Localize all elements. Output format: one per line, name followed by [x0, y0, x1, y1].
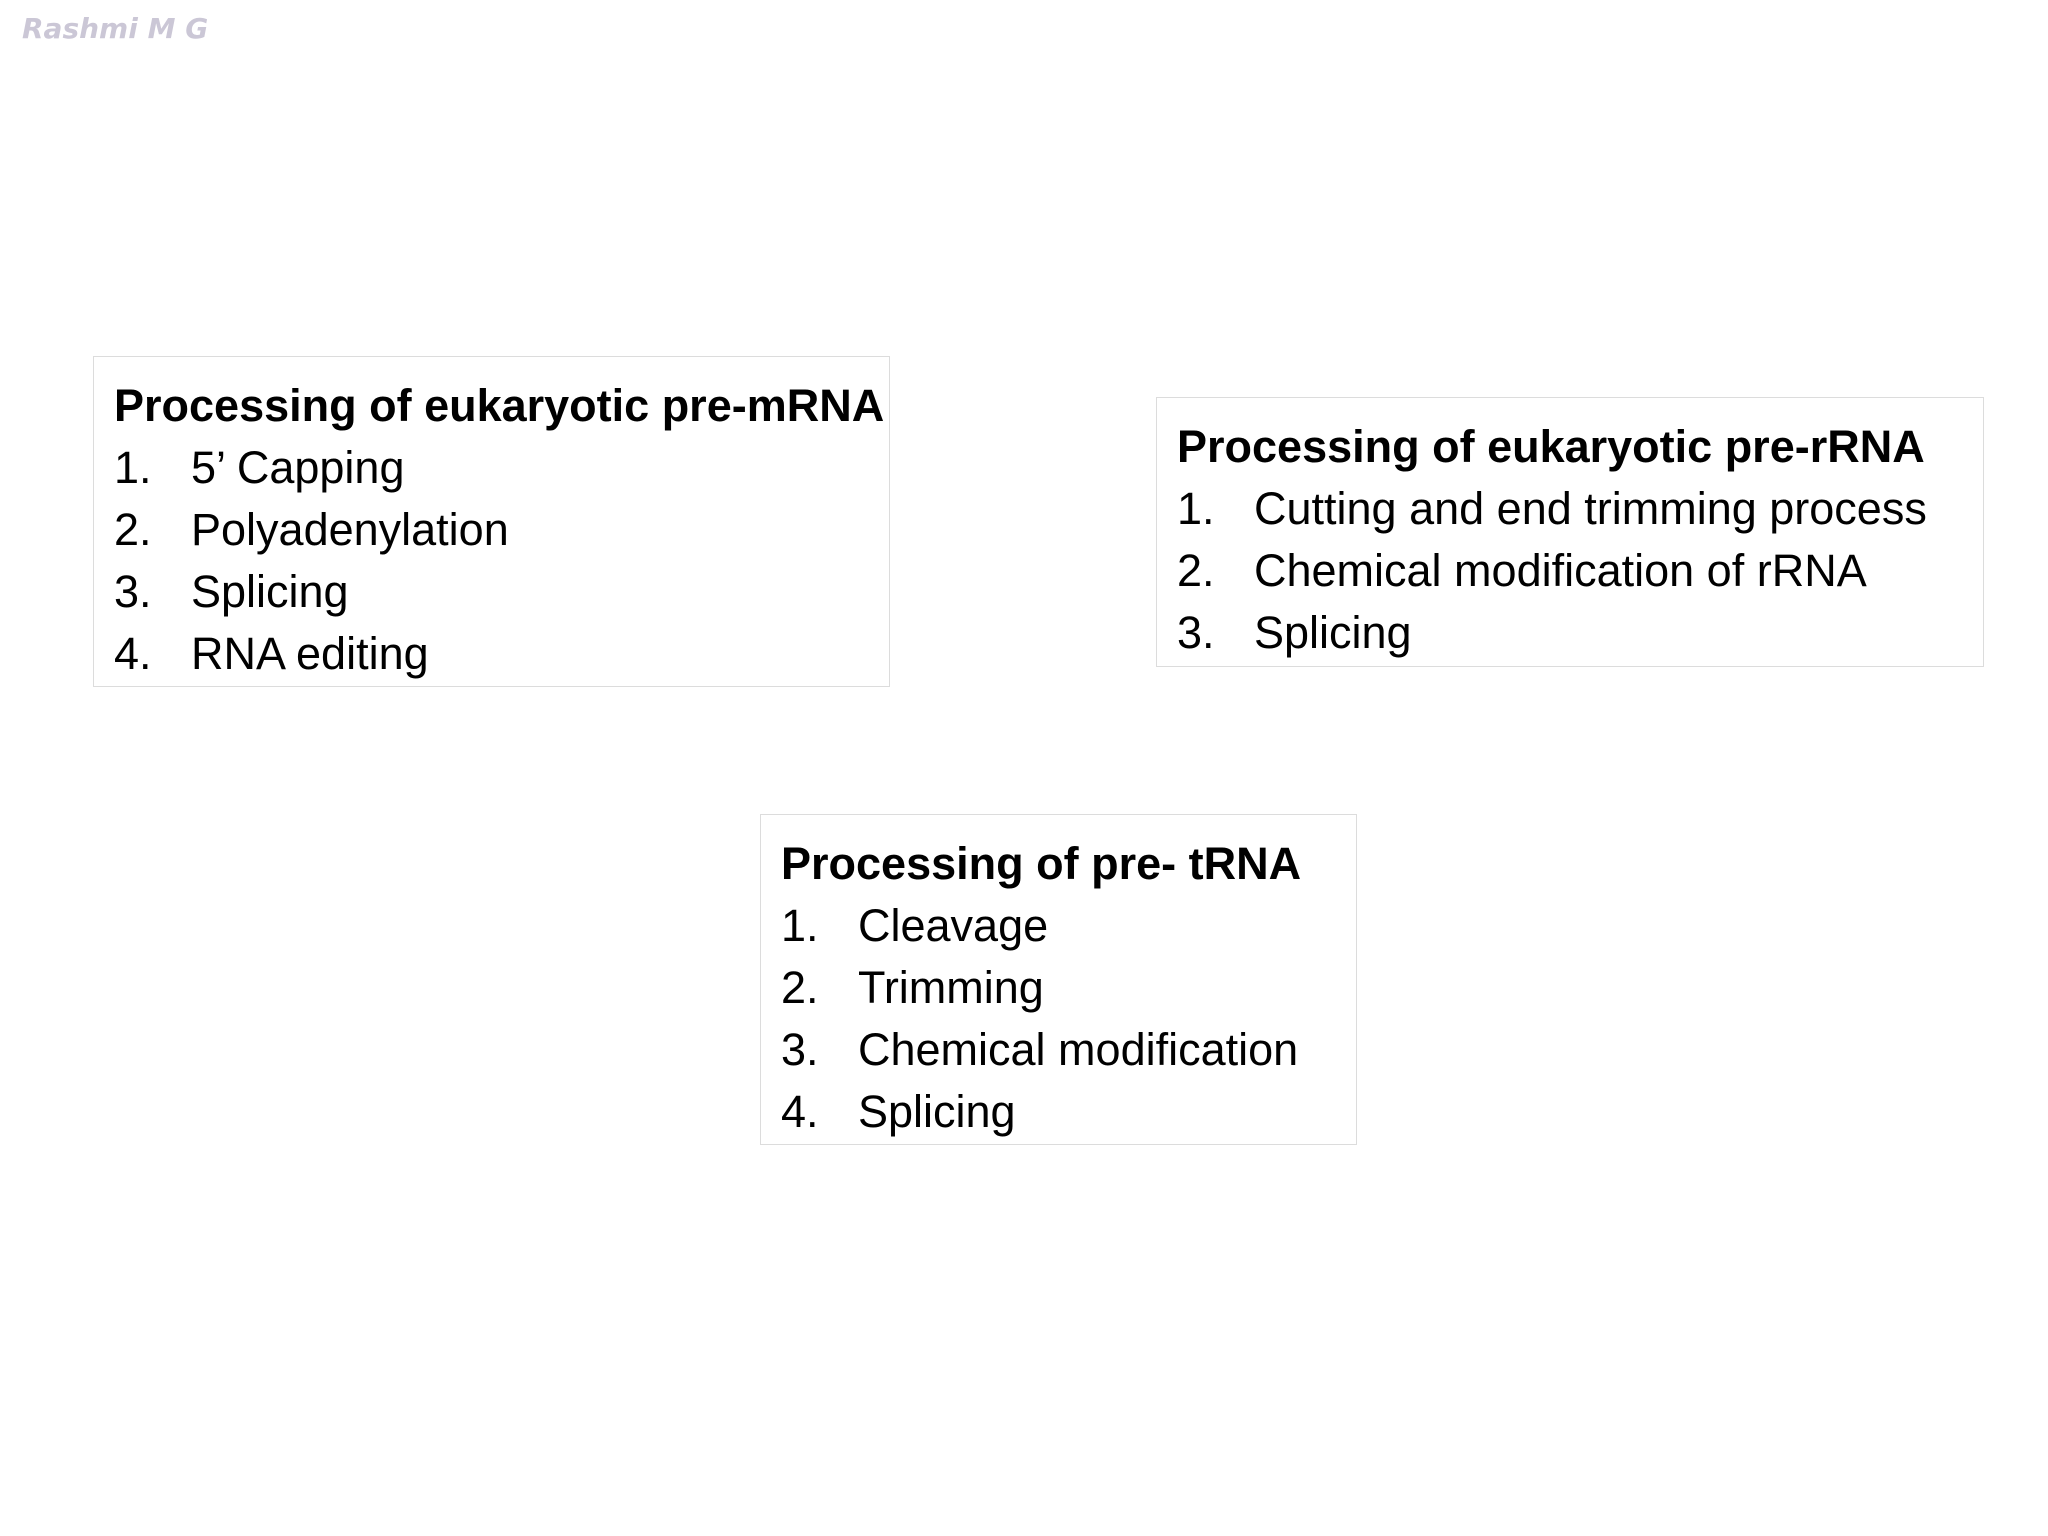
mrna-box-title: Processing of eukaryotic pre-mRNA: [114, 380, 885, 431]
rrna-processing-box: [1156, 397, 1984, 667]
list-item: [781, 957, 1336, 1019]
step-text: Splicing: [191, 566, 349, 617]
list-item: [1177, 478, 1963, 540]
step-text: 5’ Capping: [191, 442, 405, 493]
list-item: [781, 1019, 1336, 1081]
list-item: [1177, 540, 1963, 602]
step-text: Chemical modification of rRNA: [1254, 545, 1867, 596]
mrna-steps-list: [114, 437, 869, 685]
step-number: 4.: [781, 1086, 819, 1137]
step-text: RNA editing: [191, 628, 429, 679]
rrna-box-title: Processing of eukaryotic pre-rRNA: [1177, 421, 1925, 472]
step-number: 1.: [781, 900, 819, 951]
list-item: [781, 895, 1336, 957]
step-text: Splicing: [1254, 607, 1412, 658]
step-text: Chemical modification: [858, 1024, 1299, 1075]
trna-processing-box: [760, 814, 1357, 1145]
step-number: 2.: [1177, 545, 1215, 596]
step-number: 2.: [114, 504, 152, 555]
step-number: 1.: [1177, 483, 1215, 534]
step-number: 3.: [1177, 607, 1215, 658]
list-item: [114, 437, 869, 499]
step-number: 4.: [114, 628, 152, 679]
rrna-steps-list: [1177, 478, 1963, 664]
list-item: [114, 561, 869, 623]
step-text: Cutting and end trimming process: [1254, 483, 1927, 534]
step-text: Polyadenylation: [191, 504, 509, 555]
step-text: Splicing: [858, 1086, 1016, 1137]
step-text: Trimming: [858, 962, 1044, 1013]
list-item: [114, 499, 869, 561]
author-watermark: Rashmi M G: [22, 12, 209, 45]
step-number: 3.: [114, 566, 152, 617]
mrna-processing-box: [93, 356, 890, 687]
list-item: [114, 623, 869, 685]
list-item: [781, 1081, 1336, 1143]
step-text: Cleavage: [858, 900, 1049, 951]
trna-steps-list: [781, 895, 1336, 1143]
list-item: [1177, 602, 1963, 664]
trna-box-title: Processing of pre- tRNA: [781, 838, 1302, 889]
step-number: 1.: [114, 442, 152, 493]
step-number: 3.: [781, 1024, 819, 1075]
step-number: 2.: [781, 962, 819, 1013]
